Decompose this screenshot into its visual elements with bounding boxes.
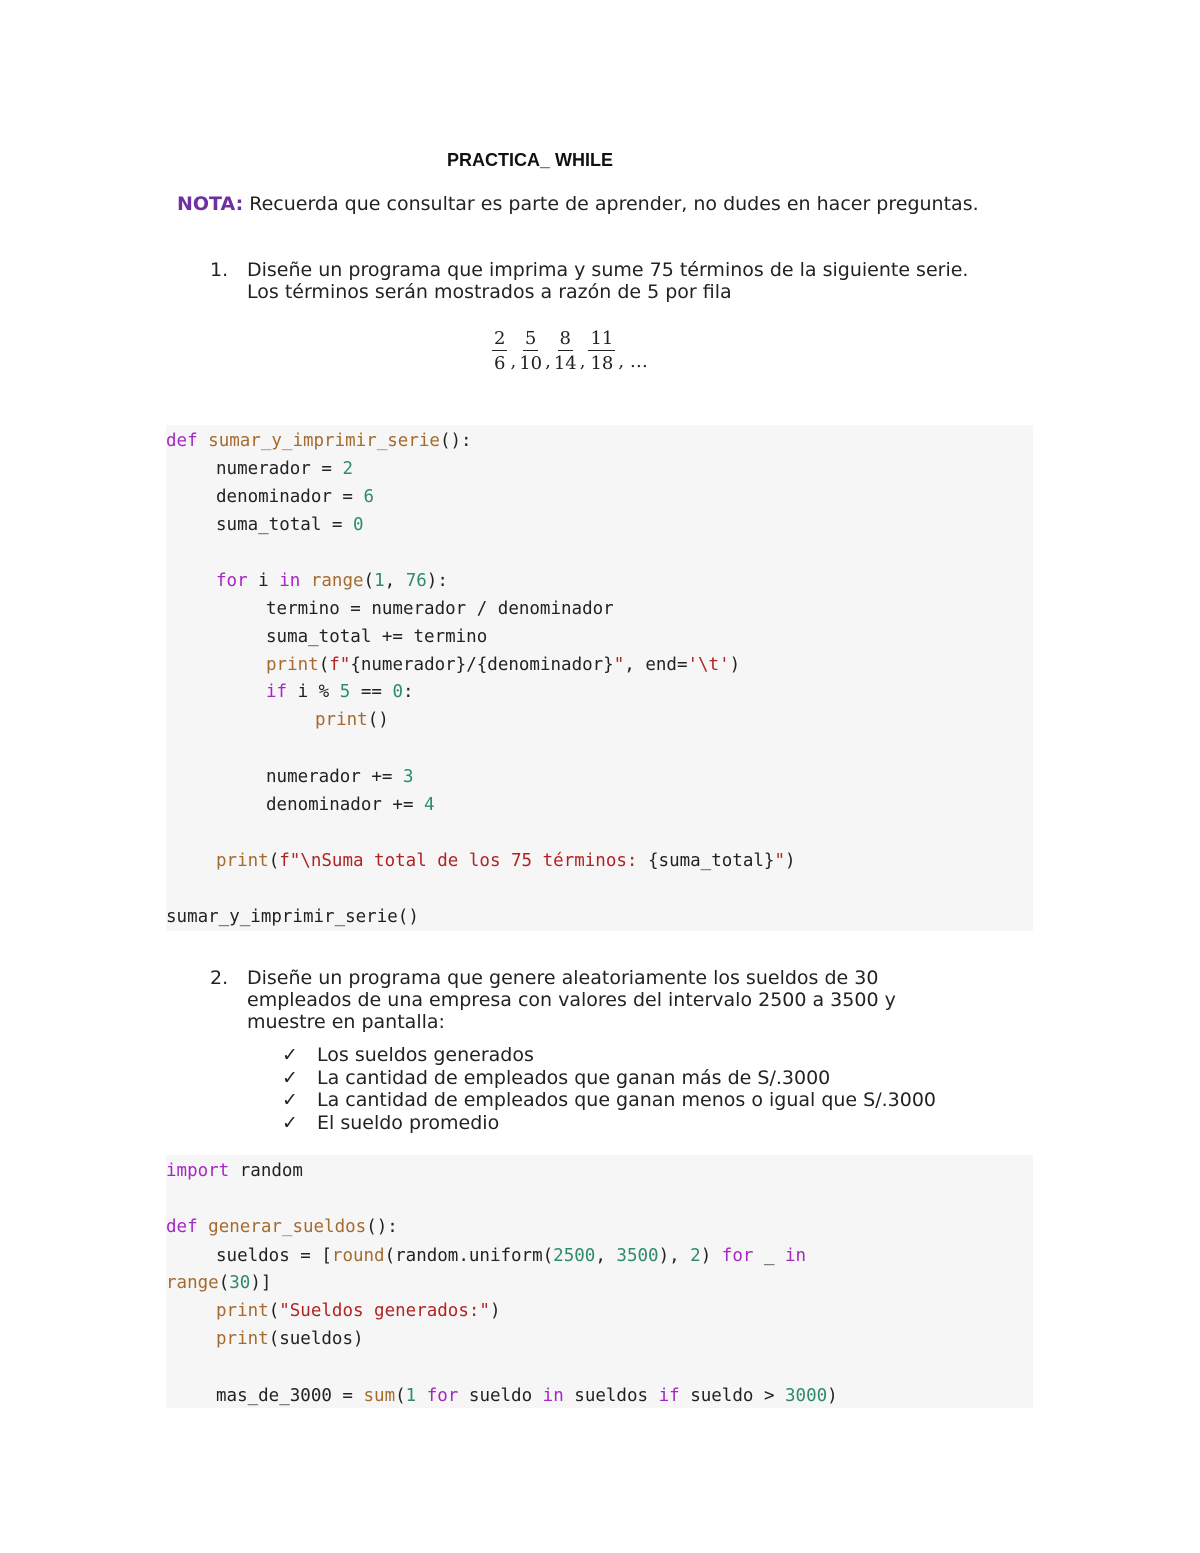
code-line: sumar_y_imprimir_serie() [166, 907, 419, 927]
code-line: import random [166, 1161, 303, 1181]
fraction-3: $\frac{8}{14}$ [553, 328, 577, 374]
exercise-1-line-1: Diseñe un programa que imprima y sume 75 términos de la siguiente serie. [247, 259, 969, 281]
exercise-2-number: 2. [210, 967, 229, 989]
code-line: numerador += 3 [266, 767, 414, 787]
note [177, 193, 979, 215]
code-line: suma_total += termino [266, 627, 488, 647]
exercise-2-line-2: empleados de una empresa con valores del intervalo 2500 a 3500 y [247, 989, 896, 1011]
code-line: print(sueldos) [216, 1329, 364, 1349]
list-item: ✓ El sueldo promedio [282, 1111, 500, 1134]
code-line: denominador += 4 [266, 795, 435, 815]
code-block-1 [166, 425, 1033, 931]
fraction-1: $\frac{2}{6}$ [494, 328, 506, 374]
exercise-1 [210, 259, 968, 303]
checkmark-icon: ✓ [282, 1111, 298, 1134]
page-title: PRACTICA_ WHILE [447, 150, 613, 170]
code-line: numerador = 2 [216, 459, 353, 479]
exercise-2-line-1: Diseñe un programa que genere aleatoriamente los sueldos de 30 [247, 967, 879, 989]
list-item: ✓ Los sueldos generados [282, 1044, 534, 1066]
exercise-2 [210, 967, 896, 1033]
series-separator: , [579, 350, 586, 372]
checkmark-icon: ✓ [282, 1089, 298, 1111]
list-item: ✓ La cantidad de empleados que ganan menos o igual que S/.3000 [282, 1089, 937, 1111]
fraction-4: $\frac{11}{18}$ [590, 328, 614, 374]
code-line: def generar_sueldos(): [166, 1217, 398, 1237]
code-line: mas_de_3000 = sum(1 for sueldo in sueldos if sueldo > 3000) [216, 1386, 838, 1406]
checkmark-icon: ✓ [282, 1044, 298, 1066]
series-separator: , [545, 350, 551, 372]
exercise-1-line-2: Los términos serán mostrados a razón de 5 por fila [247, 281, 732, 303]
series-separator: , [510, 350, 517, 372]
requirements-list [282, 1044, 936, 1134]
code-line: sueldos = [round(random.uniform(2500, 3500), 2) for _ in [216, 1246, 807, 1266]
list-item: ✓ La cantidad de empleados que ganan más de S/.3000 [282, 1066, 831, 1089]
fraction-2: $\frac{5}{10}$ [519, 328, 543, 374]
code-line: termino = numerador / denominador [266, 599, 614, 619]
code-line: print() [315, 710, 389, 730]
code-line: print(f"\nSuma total de los 75 términos: {suma_total}") [216, 851, 796, 871]
series-formula [492, 328, 651, 376]
code-block-2 [166, 1155, 1033, 1408]
code-line: def sumar_y_imprimir_serie(): [166, 431, 472, 451]
code-line: suma_total = 0 [216, 515, 364, 535]
note-text: Recuerda que consultar es parte de aprender, no dudes en hacer preguntas. [243, 193, 979, 215]
code-line: print(f"{numerador}/{denominador}", end='\t') [266, 655, 741, 675]
series-ellipsis: , … [618, 350, 648, 372]
checkmark-icon: ✓ [282, 1066, 298, 1089]
code-line: denominador = 6 [216, 487, 375, 507]
code-line: print("Sueldos generados:") [216, 1301, 501, 1321]
code-line: for i in range(1, 76): [216, 571, 448, 591]
note-label: NOTA: [177, 193, 244, 215]
code-line: if i % 5 == 0: [266, 682, 414, 702]
code-line: range(30)] [166, 1273, 272, 1293]
exercise-2-line-3: muestre en pantalla: [247, 1011, 445, 1033]
exercise-1-number: 1. [210, 259, 229, 281]
